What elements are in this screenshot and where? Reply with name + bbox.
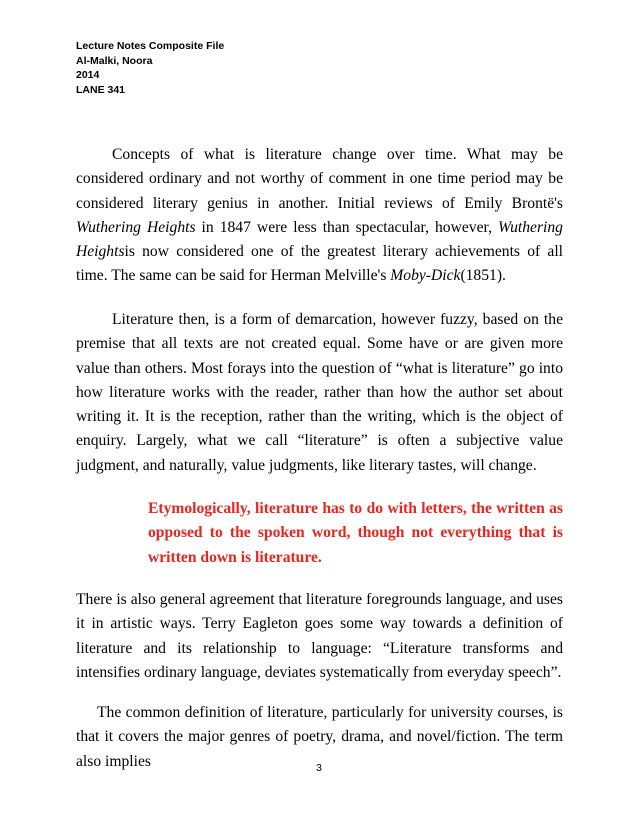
title-moby-dick: Moby-Dick (390, 267, 461, 285)
header-title: Lecture Notes Composite File (76, 40, 225, 52)
title-wuthering-heights-2: Wuthering Heights (76, 218, 563, 261)
title-wuthering-heights: Wuthering Heights (76, 218, 196, 236)
paragraph-concepts (76, 143, 563, 289)
header-course: LANE 341 (76, 83, 126, 96)
quote-etymology: Etymologically, literature has to do with letters, the written as opposed to the spoken word, though not everything that is written down is literature. (148, 500, 563, 566)
paragraph-concepts-text-g: (1851). (460, 267, 506, 285)
paragraph-concepts-text-a: Concepts of what is literature change over time. What may be considered ordinary and not worthy of comment in one time period may be considered literary genius in another. Initial reviews of Emily Brontë's (76, 146, 563, 212)
paragraph-concepts-text-c: in 1847 were less than spectacular, however, (195, 218, 498, 236)
header-year: 2014 (76, 69, 100, 81)
page-header (76, 39, 224, 97)
header-author: Al-Malki, Noora (76, 54, 153, 67)
paragraph-language: There is also general agreement that literature foregrounds language, and uses it in artistic ways. Terry Eagleton goes some way towards a definition of literature and its relationship to language: “Literature transforms and intensifies ordinary language, deviates systematically from everyday speech”. (76, 591, 563, 681)
paragraph-demarcation: Literature then, is a form of demarcation, however fuzzy, based on the premise that all texts are not created equal. Some have or are given more value than others. Most forays into the question of “what is literature” go into how literature works with the reader, rather than how the author set about writing it. It is the reception, rather than the writing, which is the object of enquiry. Largely, what we call “literature” is often a subjective value judgment, and naturally, value judgments, like literary tastes, will change. (76, 311, 563, 474)
paragraph-definition: The common definition of literature, particularly for university courses, is that it covers the major genres of poetry, drama, and novel/fiction. The term also implies (76, 704, 563, 770)
page-number: 3 (316, 762, 322, 774)
paragraph-concepts-text-e: is now considered one of the greatest literary achievements of all time. The same can be said for Herman Melville's (76, 243, 563, 285)
